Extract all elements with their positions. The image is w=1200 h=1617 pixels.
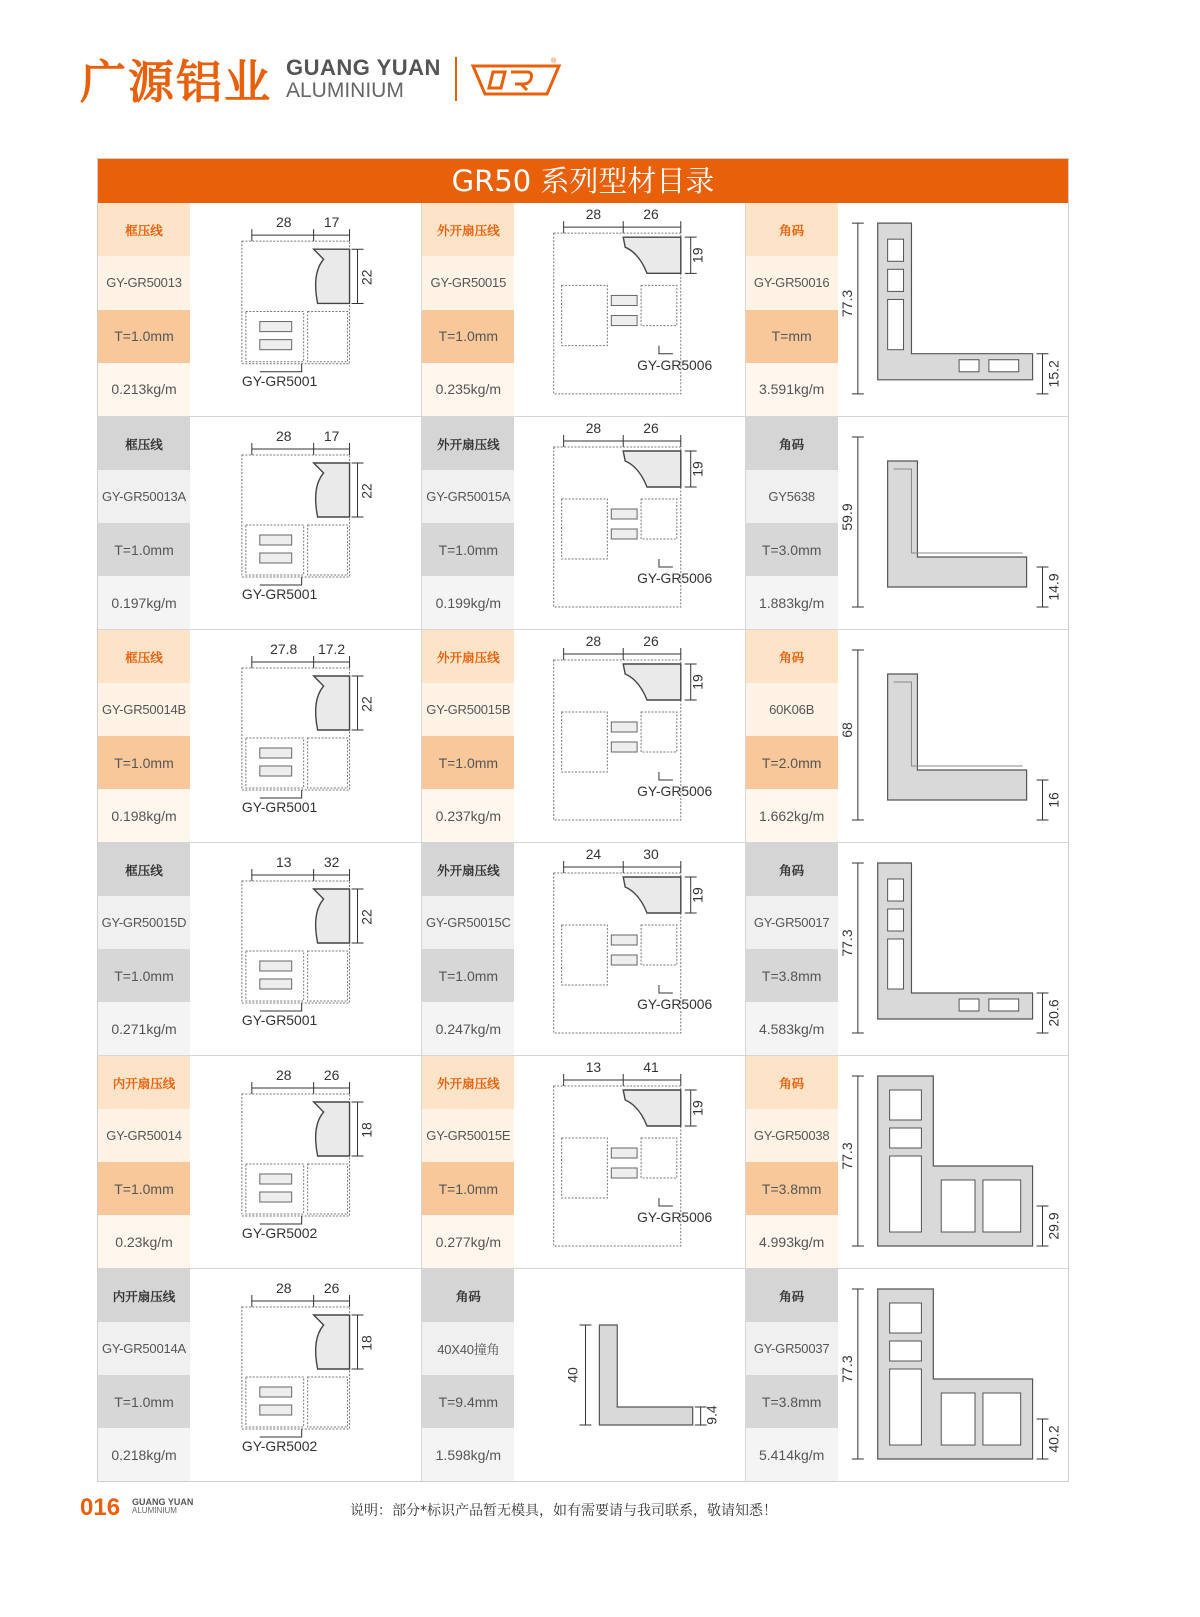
profile-catalog <box>97 158 1069 1482</box>
profile-code: GY-GR50014 <box>98 1109 190 1162</box>
profile-code: GY-GR50038 <box>746 1109 838 1162</box>
profile-cell <box>745 1056 1068 1268</box>
profile-info <box>98 630 190 842</box>
profile-info <box>98 417 190 629</box>
dimension-width-a: 28 <box>586 632 602 650</box>
profile-info <box>422 1269 514 1481</box>
frame-profile-drawing <box>242 229 364 372</box>
profile-weight: 1.598kg/m <box>422 1428 514 1481</box>
profile-info <box>746 417 838 629</box>
profile-name: 角码 <box>746 843 838 896</box>
dimension-height: 19 <box>690 461 706 477</box>
dimension-width-a: 28 <box>586 205 602 223</box>
dimension-width-b: 26 <box>323 1066 340 1084</box>
angle-profile-drawing <box>580 1325 707 1425</box>
reference-profile-code: GY-GR5006 <box>637 1208 713 1226</box>
profile-code: GY-GR50015C <box>422 896 514 949</box>
profile-cross-section <box>190 630 421 842</box>
profile-thickness: T=2.0mm <box>746 736 838 789</box>
profile-cell <box>98 1269 421 1481</box>
profile-name: 框压线 <box>98 203 190 256</box>
catalog-row <box>98 842 1068 1055</box>
profile-weight: 0.235kg/m <box>422 363 514 416</box>
profile-drawing <box>838 1056 1068 1268</box>
footer-brand <box>132 1498 193 1515</box>
profile-code: GY-GR50014B <box>98 683 190 736</box>
profile-cell <box>98 417 421 629</box>
profile-info <box>422 203 514 416</box>
profile-cell <box>421 1269 744 1481</box>
dimension-height: 22 <box>358 269 375 286</box>
profile-drawing <box>838 1269 1068 1481</box>
dimension-width-b: 30 <box>643 845 660 863</box>
profile-cross-section <box>838 417 1068 629</box>
profile-thickness: T=1.0mm <box>98 310 190 363</box>
profile-cross-section <box>838 843 1068 1055</box>
profile-cell <box>98 1056 421 1268</box>
profile-drawing <box>514 843 744 1055</box>
profile-drawing <box>190 417 421 629</box>
profile-weight: 0.247kg/m <box>422 1002 514 1055</box>
profile-code: GY-GR50015E <box>422 1109 514 1162</box>
profile-code: GY-GR50015A <box>422 470 514 523</box>
profile-name: 外开扇压线 <box>422 417 514 470</box>
profile-name: 角码 <box>746 1056 838 1109</box>
profile-info <box>422 843 514 1055</box>
profile-cross-section <box>838 203 1068 416</box>
reference-profile-code: GY-GR5001 <box>241 372 318 389</box>
dimension-leg: 14.9 <box>1045 573 1062 601</box>
dimension-height: 18 <box>358 1335 375 1351</box>
profile-name: 框压线 <box>98 630 190 683</box>
profile-info <box>746 843 838 1055</box>
profile-info <box>746 1056 838 1268</box>
profile-thickness: T=1.0mm <box>98 1162 190 1215</box>
catalog-row <box>98 1268 1068 1481</box>
catalog-row <box>98 416 1068 629</box>
dimension-leg: 16 <box>1045 792 1062 808</box>
profile-thickness: T=3.8mm <box>746 1162 838 1215</box>
corner-profile-drawing <box>852 650 1049 820</box>
profile-info <box>746 630 838 842</box>
reference-profile-code: GY-GR5006 <box>637 782 713 800</box>
profile-weight: 4.993kg/m <box>746 1215 838 1268</box>
profile-cross-section <box>190 1269 421 1481</box>
footer-brand-line2: ALUMINIUM <box>132 1506 177 1515</box>
profile-code: GY-GR50015B <box>422 683 514 736</box>
profile-cell <box>745 630 1068 842</box>
reference-profile-code: GY-GR5006 <box>637 356 713 373</box>
dimension-height: 77.3 <box>838 929 855 957</box>
profile-thickness: T=3.0mm <box>746 523 838 576</box>
catalog-row <box>98 629 1068 842</box>
corner-profile-drawing <box>852 437 1049 607</box>
dimension-height: 19 <box>690 887 706 903</box>
profile-cell <box>421 417 744 629</box>
profile-drawing <box>514 1056 744 1268</box>
profile-code: GY-GR50037 <box>746 1322 838 1375</box>
profile-drawing <box>838 843 1068 1055</box>
dimension-height: 19 <box>690 674 706 690</box>
dimension-width-a: 24 <box>586 845 602 863</box>
dimension-width-a: 13 <box>586 1058 602 1076</box>
profile-weight: 0.199kg/m <box>422 576 514 629</box>
frame-profile-drawing <box>242 443 364 585</box>
profile-cross-section <box>514 1056 744 1268</box>
profile-weight: 5.414kg/m <box>746 1428 838 1481</box>
profile-code: 60K06B <box>746 683 838 736</box>
corner-profile-drawing <box>852 1289 1049 1459</box>
profile-name: 外开扇压线 <box>422 1056 514 1109</box>
dimension-height: 68 <box>838 722 855 738</box>
dimension-height: 77.3 <box>838 289 855 318</box>
profile-weight: 0.197kg/m <box>98 576 190 629</box>
profile-thickness: T=1.0mm <box>422 1162 514 1215</box>
profile-cross-section <box>514 1269 744 1481</box>
frame-profile-drawing <box>242 869 364 1011</box>
profile-cell <box>745 843 1068 1055</box>
dimension-leg: 40 <box>564 1367 581 1383</box>
dimension-leg: 40.2 <box>1045 1425 1062 1453</box>
dimension-width-b: 26 <box>643 205 660 223</box>
dimension-thickness: 9.4 <box>703 1405 720 1425</box>
profile-name: 角码 <box>422 1269 514 1322</box>
dimension-width-b: 41 <box>643 1058 660 1076</box>
profile-thickness: T=1.0mm <box>98 736 190 789</box>
profile-name: 角码 <box>746 203 838 256</box>
dimension-width-a: 13 <box>275 853 292 871</box>
dimension-leg: 20.6 <box>1045 999 1062 1027</box>
profile-drawing <box>190 1269 421 1481</box>
dimension-width-a: 27.8 <box>270 640 298 658</box>
page-footer <box>80 1490 1120 1530</box>
profile-weight: 0.271kg/m <box>98 1002 190 1055</box>
frame-profile-drawing <box>242 1295 364 1437</box>
profile-code: GY-GR50013A <box>98 470 190 523</box>
page-header <box>80 48 561 110</box>
brand-english-name <box>286 56 441 101</box>
profile-thickness: T=1.0mm <box>422 523 514 576</box>
profile-weight: 1.662kg/m <box>746 789 838 842</box>
profile-cross-section <box>514 843 744 1055</box>
profile-cell <box>745 203 1068 416</box>
profile-info <box>98 843 190 1055</box>
dimension-height: 77.3 <box>838 1355 855 1383</box>
profile-thickness: T=1.0mm <box>422 310 514 363</box>
profile-code: GY-GR50015 <box>422 256 514 309</box>
dimension-height: 59.9 <box>838 503 855 531</box>
dimension-width-b: 26 <box>643 419 660 437</box>
reference-profile-code: GY-GR5001 <box>241 1011 318 1029</box>
reference-profile-code: GY-GR5006 <box>637 569 713 587</box>
brand-english-line2: ALUMINIUM <box>286 78 404 102</box>
profile-code: 40X40撞角 <box>422 1322 514 1375</box>
profile-cross-section <box>514 203 744 416</box>
profile-cell <box>745 1269 1068 1481</box>
dimension-width-b: 32 <box>323 853 340 871</box>
profile-name: 角码 <box>746 1269 838 1322</box>
catalog-row <box>98 1055 1068 1268</box>
profile-cell <box>421 630 744 842</box>
dimension-height: 19 <box>690 247 706 264</box>
profile-drawing <box>838 417 1068 629</box>
profile-cell <box>421 203 744 416</box>
profile-name: 角码 <box>746 630 838 683</box>
profile-cell <box>98 843 421 1055</box>
dimension-height: 19 <box>690 1100 706 1116</box>
brand-divider <box>455 57 457 101</box>
profile-weight: 0.218kg/m <box>98 1428 190 1481</box>
frame-profile-drawing <box>242 656 364 798</box>
profile-drawing <box>514 417 744 629</box>
brand-english-line1: GUANG YUAN <box>286 55 441 81</box>
profile-drawing <box>190 1056 421 1268</box>
dimension-width-b: 17.2 <box>318 640 346 658</box>
profile-name: 外开扇压线 <box>422 203 514 256</box>
profile-weight: 1.883kg/m <box>746 576 838 629</box>
profile-thickness: T=mm <box>746 310 838 363</box>
reference-profile-code: GY-GR5002 <box>241 1437 318 1455</box>
profile-name: 外开扇压线 <box>422 843 514 896</box>
profile-thickness: T=1.0mm <box>98 949 190 1002</box>
profile-thickness: T=9.4mm <box>422 1375 514 1428</box>
profile-cross-section <box>190 417 421 629</box>
dimension-width-b: 17 <box>323 427 340 445</box>
svg-text:®: ® <box>550 58 557 65</box>
profile-code: GY-GR50015D <box>98 896 190 949</box>
profile-cell <box>98 203 421 416</box>
profile-info <box>422 417 514 629</box>
profile-cross-section <box>190 843 421 1055</box>
dimension-width-a: 28 <box>275 1066 292 1084</box>
profile-code: GY5638 <box>746 470 838 523</box>
profile-drawing <box>514 630 744 842</box>
profile-thickness: T=3.8mm <box>746 1375 838 1428</box>
dimension-height: 22 <box>358 483 375 499</box>
profile-info <box>98 203 190 416</box>
profile-code: GY-GR50013 <box>98 256 190 309</box>
profile-weight: 4.583kg/m <box>746 1002 838 1055</box>
profile-drawing <box>514 1269 744 1481</box>
profile-thickness: T=1.0mm <box>422 949 514 1002</box>
reference-profile-code: GY-GR5006 <box>637 995 713 1013</box>
dimension-leg: 29.9 <box>1045 1212 1062 1240</box>
dimension-leg: 15.2 <box>1045 360 1062 388</box>
dimension-height: 77.3 <box>838 1142 855 1170</box>
profile-info <box>422 630 514 842</box>
dimension-height: 22 <box>358 909 375 925</box>
footer-brand-line1: GUANG YUAN <box>132 1497 194 1507</box>
footer-note: 说明：部分*标识产品暂无模具，如有需要请与我司联系，敬请知悉！ <box>350 1503 777 1519</box>
dimension-height: 22 <box>358 696 375 712</box>
page-number: 016 <box>80 1494 121 1521</box>
profile-code: GY-GR50016 <box>746 256 838 309</box>
brand-chinese-name: 广源铝业 <box>80 55 272 109</box>
dimension-width-b: 26 <box>643 632 660 650</box>
dimension-width-b: 26 <box>323 1279 340 1297</box>
profile-name: 框压线 <box>98 843 190 896</box>
profile-cell <box>421 1056 744 1268</box>
corner-profile-drawing <box>852 863 1049 1033</box>
profile-info <box>422 1056 514 1268</box>
profile-code: GY-GR50017 <box>746 896 838 949</box>
profile-weight: 0.277kg/m <box>422 1215 514 1268</box>
corner-profile-drawing <box>852 223 1049 394</box>
reference-profile-code: GY-GR5002 <box>241 1224 318 1242</box>
profile-name: 框压线 <box>98 417 190 470</box>
profile-name: 内开扇压线 <box>98 1269 190 1322</box>
profile-cross-section <box>190 203 421 416</box>
profile-code: GY-GR50014A <box>98 1322 190 1375</box>
dimension-width-a: 28 <box>275 1279 292 1297</box>
profile-weight: 0.198kg/m <box>98 789 190 842</box>
profile-info <box>98 1056 190 1268</box>
reference-profile-code: GY-GR5001 <box>241 585 318 603</box>
dimension-width-a: 28 <box>275 427 292 445</box>
profile-name: 角码 <box>746 417 838 470</box>
profile-drawing <box>514 203 744 416</box>
profile-name: 外开扇压线 <box>422 630 514 683</box>
frame-profile-drawing <box>242 1082 364 1224</box>
profile-info <box>98 1269 190 1481</box>
profile-cross-section <box>190 1056 421 1268</box>
brand-logo-icon <box>471 54 561 104</box>
dimension-width-a: 28 <box>275 214 292 231</box>
profile-info <box>746 1269 838 1481</box>
profile-thickness: T=1.0mm <box>422 736 514 789</box>
profile-drawing <box>190 203 421 416</box>
profile-weight: 0.23kg/m <box>98 1215 190 1268</box>
profile-name: 内开扇压线 <box>98 1056 190 1109</box>
profile-drawing <box>838 630 1068 842</box>
dimension-height: 18 <box>358 1122 375 1138</box>
profile-thickness: T=1.0mm <box>98 1375 190 1428</box>
catalog-title: GR50 系列型材目录 <box>98 159 1068 203</box>
profile-weight: 0.213kg/m <box>98 363 190 416</box>
profile-cell <box>421 843 744 1055</box>
profile-drawing <box>190 843 421 1055</box>
profile-cell <box>745 417 1068 629</box>
profile-info <box>746 203 838 416</box>
reference-profile-code: GY-GR5001 <box>241 798 318 816</box>
dimension-width-a: 28 <box>586 419 602 437</box>
profile-thickness: T=1.0mm <box>98 523 190 576</box>
profile-cell <box>98 630 421 842</box>
catalog-row <box>98 203 1068 416</box>
dimension-width-b: 17 <box>323 214 340 231</box>
profile-grid <box>98 203 1068 1481</box>
profile-cross-section <box>838 630 1068 842</box>
profile-weight: 0.237kg/m <box>422 789 514 842</box>
profile-cross-section <box>838 1269 1068 1481</box>
profile-cross-section <box>514 630 744 842</box>
corner-profile-drawing <box>852 1076 1049 1246</box>
profile-drawing <box>190 630 421 842</box>
profile-cross-section <box>514 417 744 629</box>
profile-weight: 3.591kg/m <box>746 363 838 416</box>
profile-thickness: T=3.8mm <box>746 949 838 1002</box>
profile-drawing <box>838 203 1068 416</box>
profile-cross-section <box>838 1056 1068 1268</box>
